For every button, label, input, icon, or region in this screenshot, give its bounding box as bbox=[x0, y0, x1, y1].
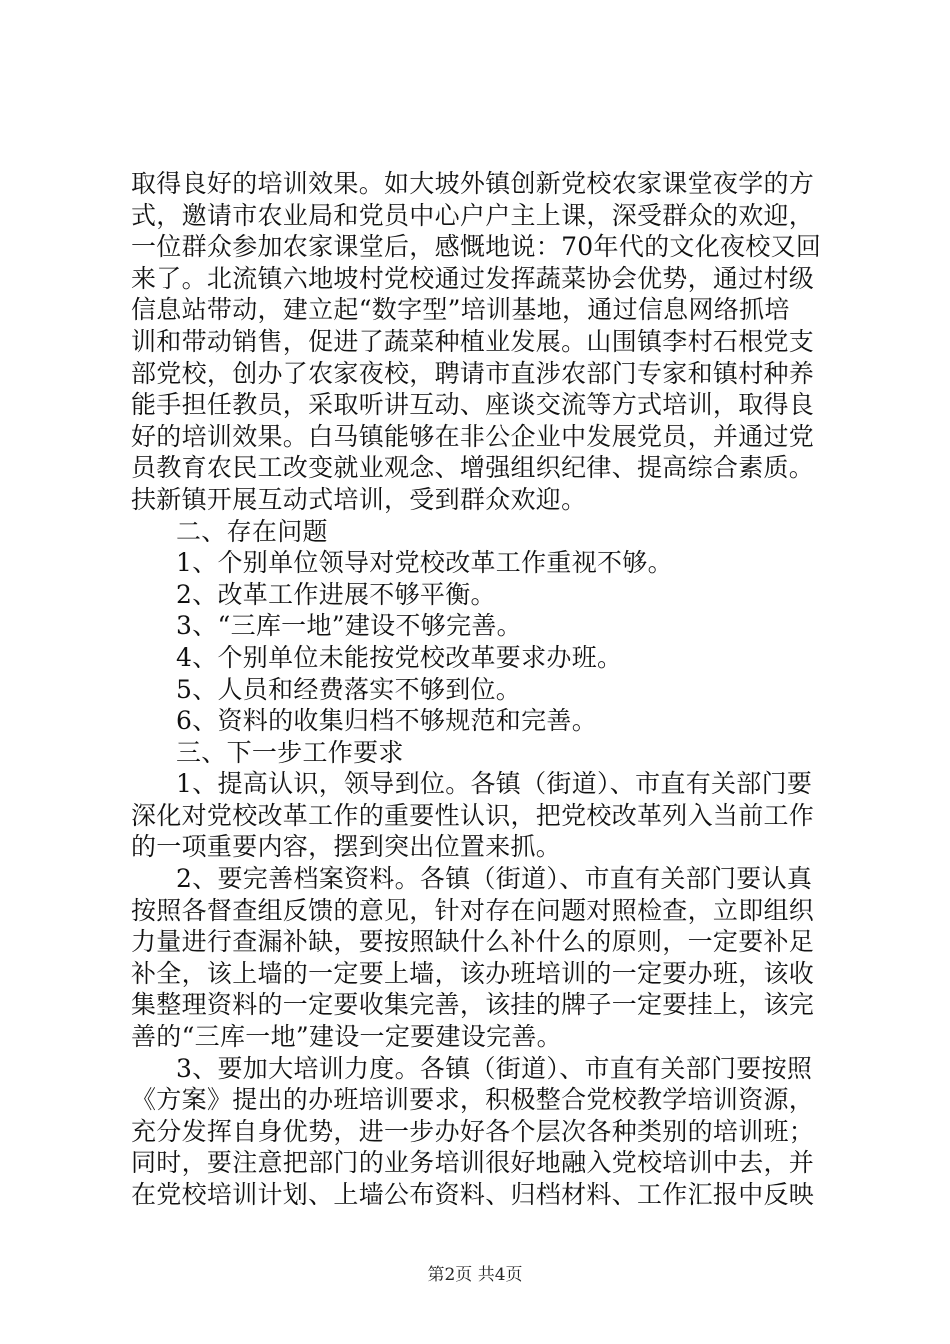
text-line: 同时，要注意把部门的业务培训很好地融入党校培训中去，并 bbox=[131, 1148, 815, 1178]
text-line: 二、存在问题 bbox=[176, 516, 328, 546]
text-line: 集整理资料的一定要收集完善，该挂的牌子一定要挂上，该完 bbox=[131, 990, 815, 1020]
text-line: 《方案》提出的办班培训要求，积极整合党校教学培训资源， bbox=[131, 1085, 815, 1115]
text-line: 1、提高认识，领导到位。各镇（街道）、市直有关部门要 bbox=[176, 769, 813, 799]
text-line: 力量进行查漏补缺，要按照缺什么补什么的原则，一定要补足 bbox=[131, 927, 815, 957]
text-line: 三、下一步工作要求 bbox=[176, 737, 404, 767]
text-line: 部党校，创办了农家夜校，聘请市直涉农部门专家和镇村种养 bbox=[131, 358, 815, 388]
text-line: 深化对党校改革工作的重要性认识，把党校改革列入当前工作 bbox=[131, 800, 815, 830]
text-line: 补全，该上墙的一定要上墙，该办班培训的一定要办班，该收 bbox=[131, 958, 815, 988]
text-line: 在党校培训计划、上墙公布资料、归档材料、工作汇报中反映 bbox=[131, 1180, 815, 1209]
text-line: 5、人员和经费落实不够到位。 bbox=[176, 674, 522, 704]
text-line: 3、要加大培训力度。各镇（街道）、市直有关部门要按照 bbox=[176, 1053, 813, 1083]
document-body bbox=[131, 168, 831, 1211]
text-line: 按照各督查组反馈的意见，针对存在问题对照检查，立即组织 bbox=[131, 895, 815, 925]
text-line: 扶新镇开展互动式培训，受到群众欢迎。 bbox=[131, 484, 587, 514]
text-line: 好的培训效果。白马镇能够在非公企业中发展党员，并通过党 bbox=[131, 421, 815, 451]
text-line: 式，邀请市农业局和党员中心户户主上课，深受群众的欢迎， bbox=[131, 200, 815, 230]
text-line: 2、要完善档案资料。各镇（街道）、市直有关部门要认真 bbox=[176, 864, 813, 894]
text-line: 善的“三库一地”建设一定要建设完善。 bbox=[131, 1022, 562, 1052]
text-line: 充分发挥自身优势，进一步办好各个层次各种类别的培训班； bbox=[131, 1116, 815, 1146]
text-line: 6、资料的收集归档不够规范和完善。 bbox=[176, 706, 598, 736]
text-line: 的一项重要内容，摆到突出位置来抓。 bbox=[131, 832, 562, 862]
text-line: 来了。北流镇六地坡村党校通过发挥蔬菜协会优势，通过村级 bbox=[131, 263, 815, 293]
text-line: 训和带动销售，促进了蔬菜种植业发展。山围镇李村石根党支 bbox=[131, 326, 815, 356]
text-line: 2、改革工作进展不够平衡。 bbox=[176, 579, 496, 609]
page-footer: 第2页 共4页 bbox=[427, 1265, 523, 1285]
text-line: 3、“三库一地”建设不够完善。 bbox=[176, 611, 522, 641]
text-line: 一位群众参加农家课堂后，感慨地说：70年代的文化夜校又回 bbox=[131, 232, 822, 262]
text-line: 4、个别单位未能按党校改革要求办班。 bbox=[176, 642, 623, 672]
text-line: 能手担任教员，采取听讲互动、座谈交流等方式培训，取得良 bbox=[131, 390, 815, 420]
text-line: 员教育农民工改变就业观念、增强组织纪律、提高综合素质。 bbox=[131, 453, 815, 483]
text-line: 信息站带动，建立起“数字型”培训基地，通过信息网络抓培 bbox=[131, 295, 790, 325]
text-line: 1、个别单位领导对党校改革工作重视不够。 bbox=[176, 548, 673, 578]
text-line: 取得良好的培训效果。如大坡外镇创新党校农家课堂夜学的方 bbox=[131, 169, 815, 198]
